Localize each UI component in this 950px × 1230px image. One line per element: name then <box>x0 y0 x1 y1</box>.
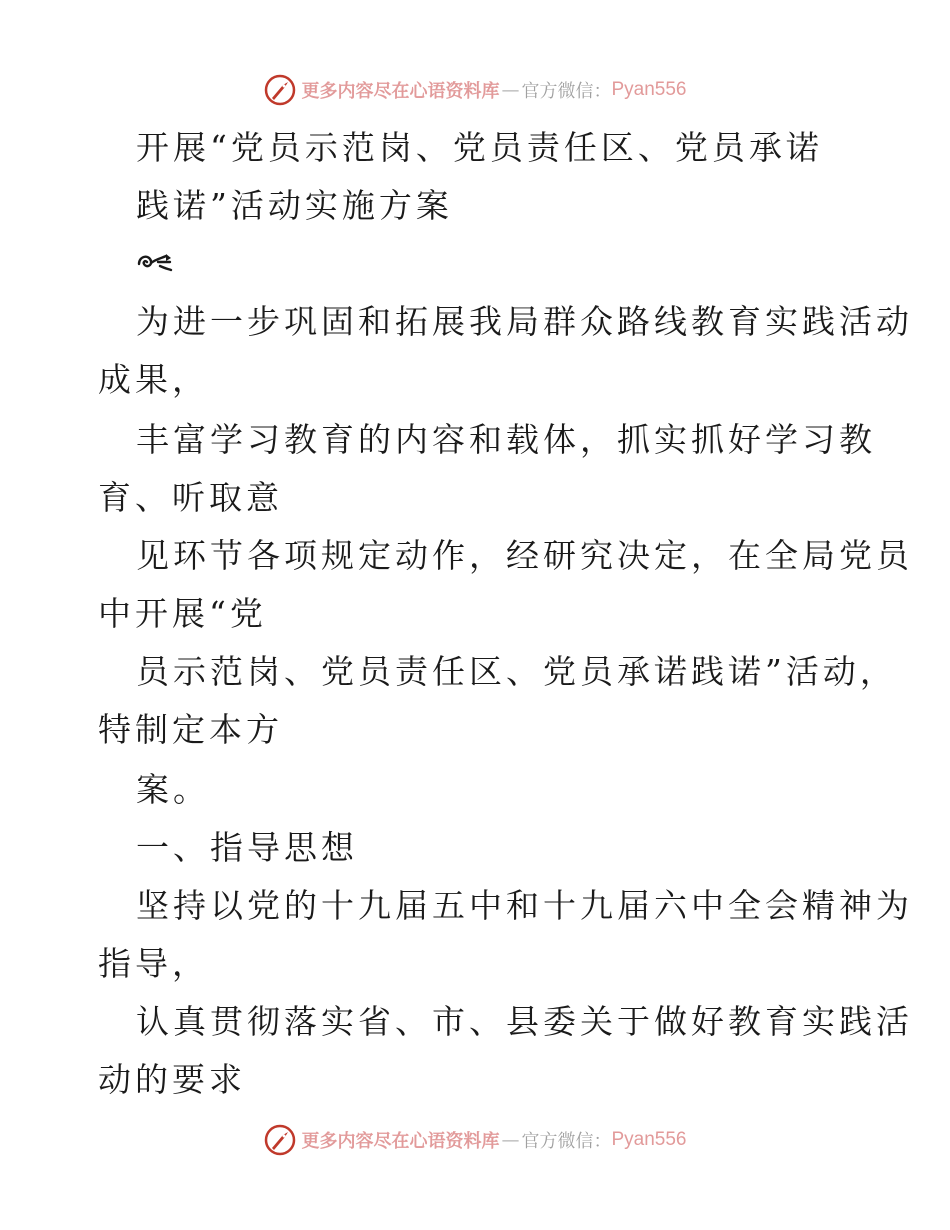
body-line: 中开展“党 <box>98 594 267 633</box>
body-line: 特制定本方 <box>98 710 283 749</box>
watermark-handle: Pyan556 <box>611 79 687 100</box>
footer-watermark <box>0 1120 950 1160</box>
body-line: 员示范岗、党员责任区、党员承诺践诺”活动， <box>136 652 897 691</box>
pen-nib-logo-icon <box>263 1123 297 1157</box>
watermark-separator: — <box>501 1129 520 1151</box>
section-heading: 一、指导思想 <box>136 828 358 867</box>
body-line: 见环节各项规定动作，经研究决定，在全局党员 <box>136 536 913 575</box>
document-title-line-2: 践诺”活动实施方案 <box>136 186 453 225</box>
document-title-line-1: 开展“党员示范岗、党员责任区、党员承诺 <box>136 128 823 167</box>
body-line: 案。 <box>136 770 210 809</box>
body-line: 坚持以党的十九届五中和十九届六中全会精神为 <box>136 886 913 925</box>
watermark-handle: Pyan556 <box>611 1129 687 1150</box>
header-watermark <box>0 70 950 110</box>
body-line: 育、听取意 <box>98 478 283 517</box>
watermark-site-text: 更多内容尽在心语资料库 <box>301 81 500 102</box>
body-line: 为进一步巩固和拓展我局群众路线教育实践活动 <box>136 302 913 341</box>
watermark-label: 官方微信： <box>521 81 612 102</box>
watermark-label: 官方微信： <box>521 1131 612 1152</box>
body-line: 丰富学习教育的内容和载体，抓实抓好学习教 <box>136 420 876 459</box>
pen-nib-logo-icon <box>263 73 297 107</box>
body-line: 成果， <box>98 360 209 399</box>
fleuron-ornament-icon <box>136 250 174 274</box>
watermark-separator: — <box>501 79 520 101</box>
watermark-site-text: 更多内容尽在心语资料库 <box>301 1131 500 1152</box>
body-line: 动的要求 <box>98 1060 246 1099</box>
body-line: 指导， <box>98 944 209 983</box>
body-line: 认真贯彻落实省、市、县委关于做好教育实践活 <box>136 1002 913 1041</box>
